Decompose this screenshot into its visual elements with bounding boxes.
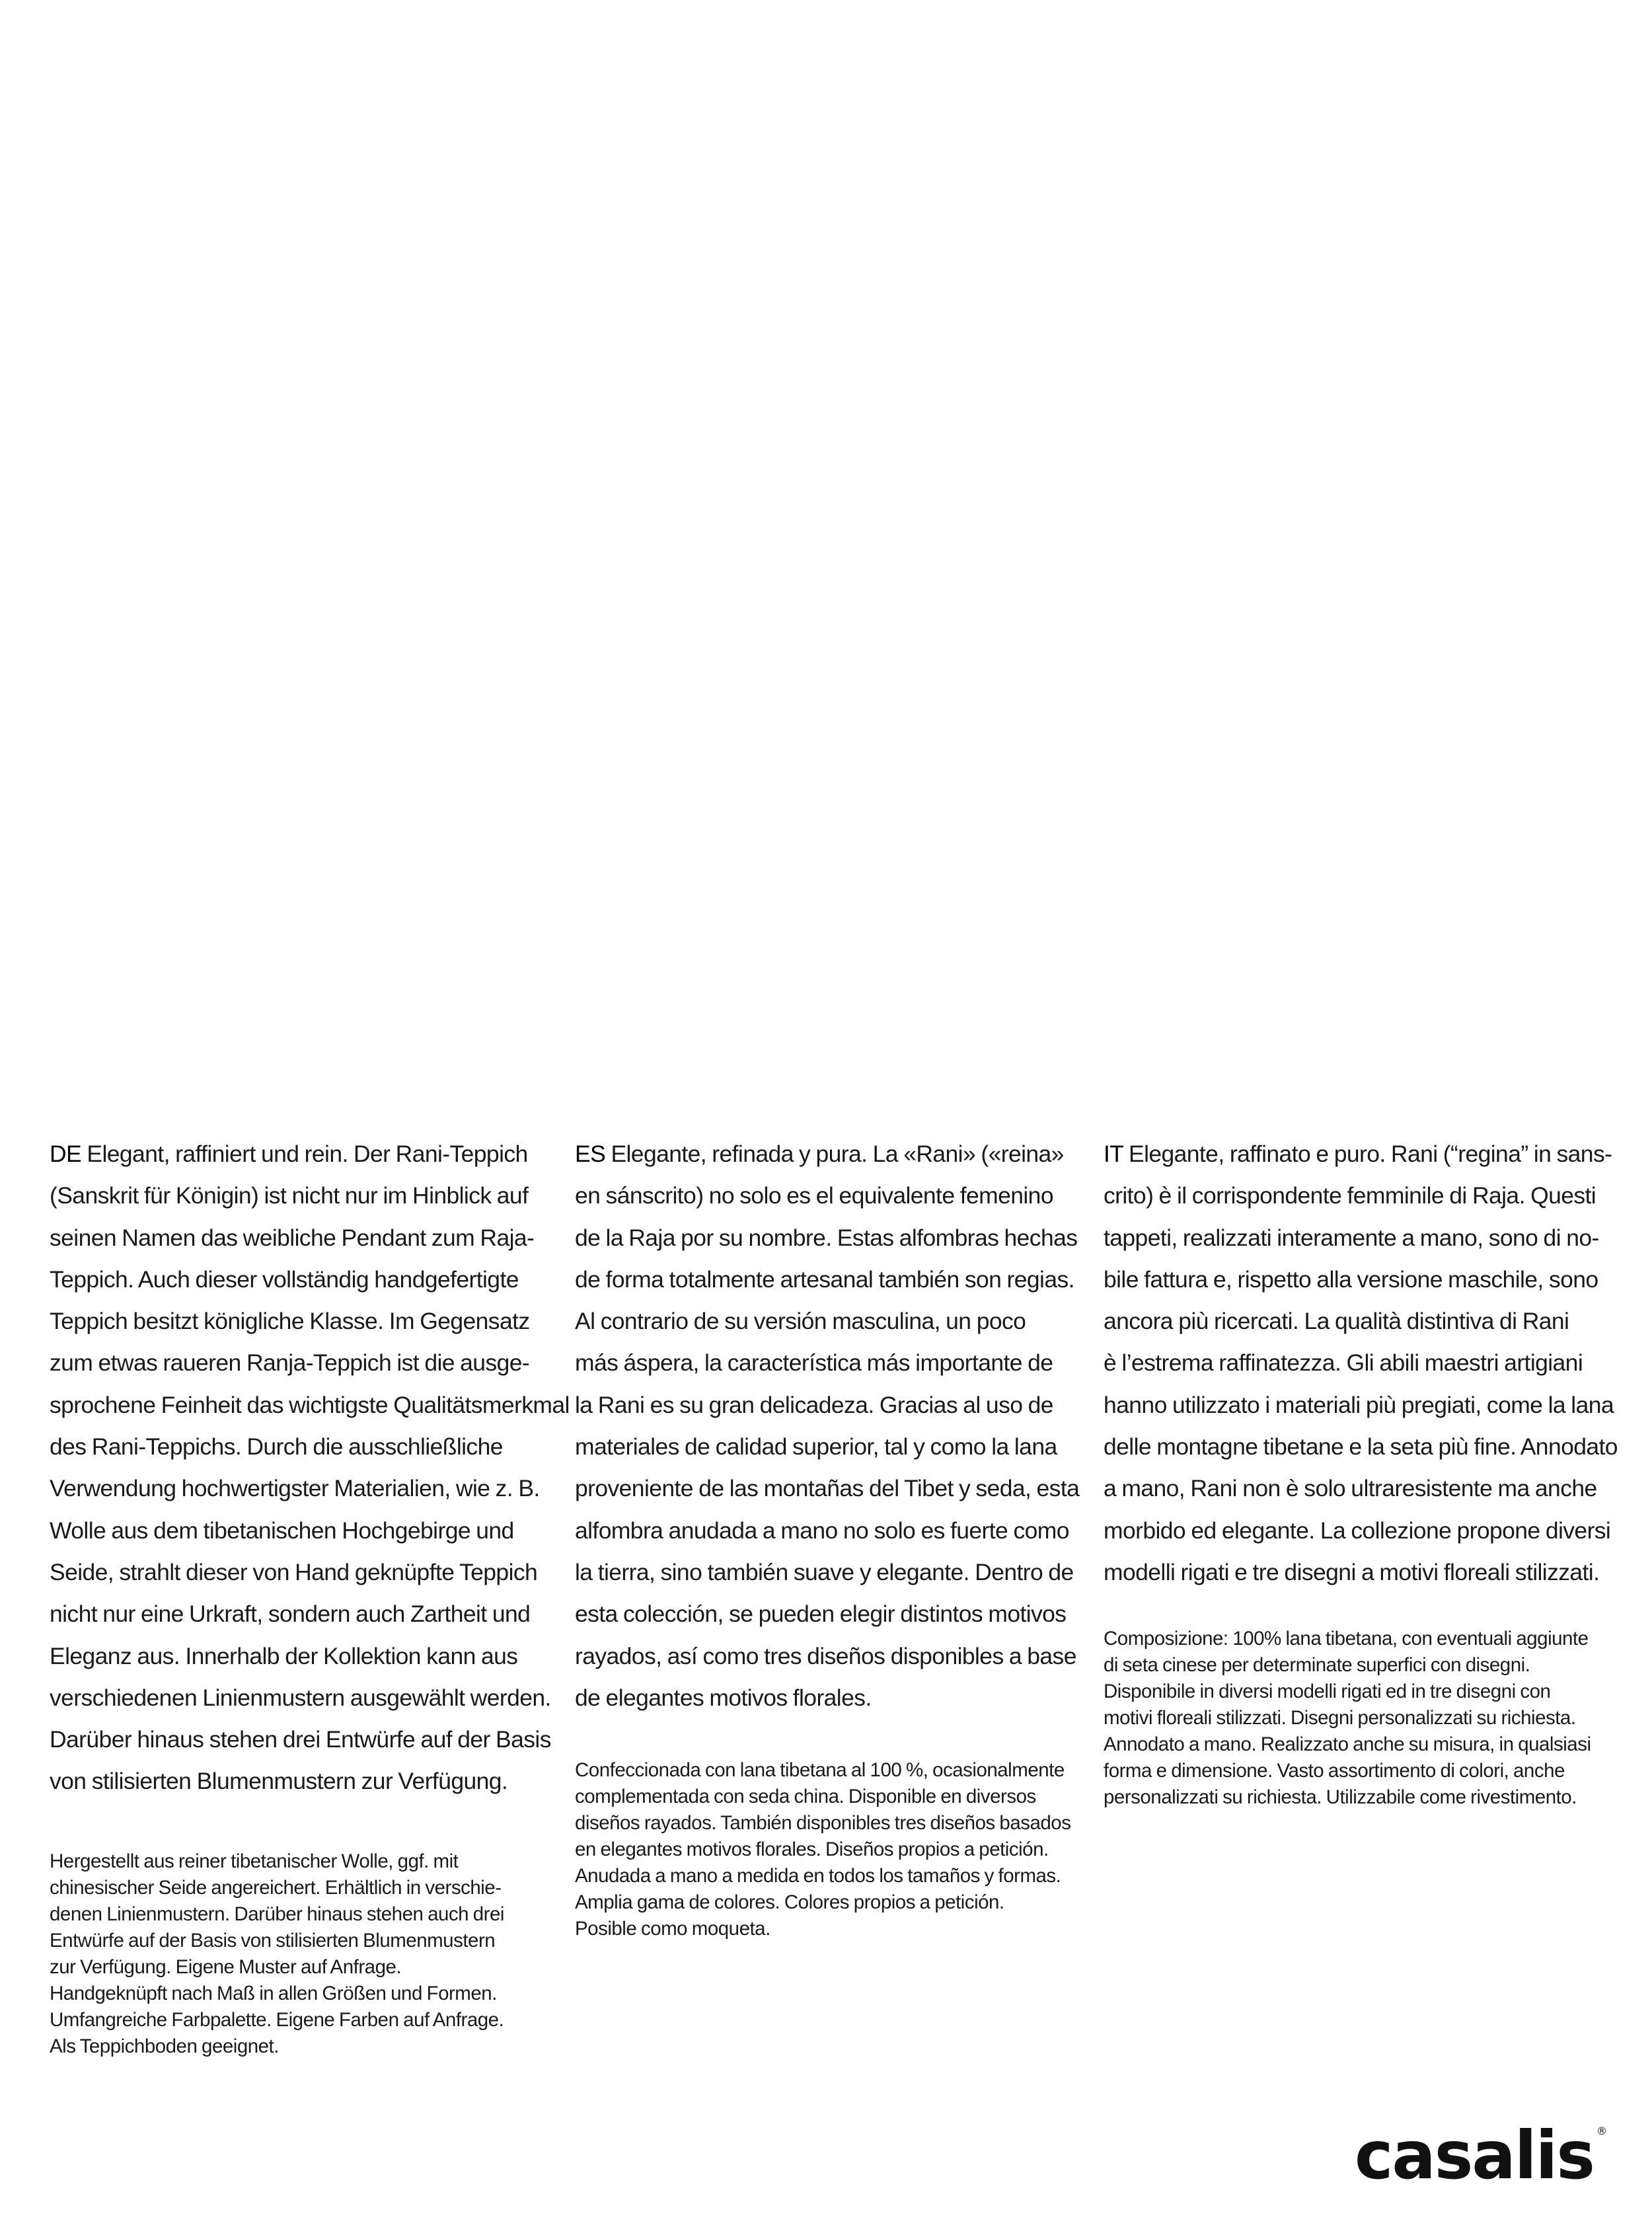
main-text-es — [575, 1133, 1097, 1719]
spec-line: Composizione: 100% lana tibetana, con eventuali aggiunte — [1104, 1628, 1589, 1650]
spec-line: Annodato a mano. Realizzato anche su misura, in qualsiasi — [1104, 1733, 1591, 1756]
text-line: è l’estrema raffinatezza. Gli abili maestri artigiani — [1104, 1349, 1583, 1377]
text-line: nicht nur eine Urkraft, sondern auch Zartheit und — [50, 1601, 531, 1628]
text-line: sprochene Feinheit das wichtigste Qualitätsmerkmal — [50, 1391, 570, 1418]
text-line: proveniente de las montañas del Tibet y seda, esta — [575, 1475, 1080, 1502]
registered-mark: ® — [1596, 2125, 1607, 2137]
spec-line: Confeccionada con lana tibetana al 100 %, ocasionalmente — [575, 1759, 1065, 1782]
text-line: Darüber hinaus stehen drei Entwürfe auf der Basis — [50, 1726, 551, 1753]
spec-line: Handgeknüpft nach Maß in allen Größen und Formen. — [50, 1982, 497, 2004]
text-line: (Sanskrit für Königin) ist nicht nur im Hinblick auf — [50, 1182, 529, 1209]
main-text-de — [50, 1133, 572, 1803]
casalis-logo — [1355, 2117, 1607, 2194]
text-line: ES Elegante, refinada y pura. La «Rani» («reina» — [575, 1141, 1064, 1167]
spec-line: en elegantes motivos florales. Diseños propios a petición. — [575, 1838, 1049, 1861]
spec-line: Anudada a mano a medida en todos los tamaños y formas. — [575, 1865, 1061, 1887]
text-line: alfombra anudada a mano no solo es fuerte como — [575, 1517, 1069, 1544]
spec-text-es — [575, 1757, 1097, 1942]
text-line: de forma totalmente artesanal también son regias. — [575, 1266, 1074, 1293]
spec-line: forma e dimensione. Vasto assortimento di colori, anche — [1104, 1760, 1565, 1782]
spec-line: Als Teppichboden geeignet. — [50, 2035, 279, 2057]
text-line: von stilisierten Blumenmustern zur Verfügung. — [50, 1768, 508, 1795]
text-line: hanno utilizzato i materiali più pregiati, come la lana — [1104, 1391, 1614, 1418]
text-line: más áspera, la característica más importante de — [575, 1349, 1053, 1377]
spec-line: zur Verfügung. Eigene Muster auf Anfrage. — [50, 1955, 402, 1978]
text-line: zum etwas raueren Ranja-Teppich ist die ausge- — [50, 1349, 530, 1377]
text-line: morbido ed elegante. La collezione propone diversi — [1104, 1517, 1611, 1544]
text-line: la Rani es su gran delicadeza. Gracias al uso de — [575, 1391, 1053, 1418]
logo-wordmark: casalis — [1355, 2117, 1594, 2194]
text-line: bile fattura e, rispetto alla versione maschile, sono — [1104, 1266, 1598, 1293]
spec-line: Posible como moqueta. — [575, 1918, 770, 1940]
text-line: en sánscrito) no solo es el equivalente femenino — [575, 1182, 1053, 1209]
text-line: seinen Namen das weibliche Pendant zum Raja- — [50, 1224, 535, 1251]
text-line: Wolle aus dem tibetanischen Hochgebirge und — [50, 1517, 514, 1544]
text-line: esta colección, se pueden elegir distintos motivos — [575, 1601, 1067, 1628]
spec-line: Disponibile in diversi modelli rigati ed in tre disegni con — [1104, 1681, 1551, 1703]
text-line: Eleganz aus. Innerhalb der Kollektion kann aus — [50, 1642, 518, 1669]
text-line: DE Elegant, raffiniert und rein. Der Rani-Teppich — [50, 1141, 528, 1167]
spec-line: Umfangreiche Farbpalette. Eigene Farben auf Anfrage. — [50, 2008, 504, 2031]
spec-line: chinesischer Seide angereichert. Erhältlich in verschie- — [50, 1876, 502, 1899]
text-line: verschiedenen Linienmustern ausgewählt werden. — [50, 1684, 551, 1711]
text-line: de elegantes motivos florales. — [575, 1684, 872, 1711]
text-line: IT Elegante, raffinato e puro. Rani (“regina” in sans- — [1104, 1141, 1612, 1167]
spec-line: Amplia gama de colores. Colores propios a petición. — [575, 1891, 1004, 1914]
text-line: Teppich. Auch dieser vollständig handgefertigte — [50, 1266, 519, 1293]
text-line: des Rani-Teppichs. Durch die ausschließliche — [50, 1433, 503, 1460]
spec-line: diseños rayados. También disponibles tres diseños basados — [575, 1812, 1071, 1835]
main-text-it — [1104, 1133, 1626, 1593]
language-code-de: DE — [50, 1141, 82, 1167]
text-line: Teppich besitzt königliche Klasse. Im Gegensatz — [50, 1308, 530, 1335]
spec-line: complementada con seda china. Disponible en diversos — [575, 1786, 1036, 1808]
text-line: Al contrario de su versión masculina, un poco — [575, 1308, 1026, 1335]
text-line: Verwendung hochwertigster Materialien, wie z. B. — [50, 1475, 540, 1502]
column-es — [575, 1133, 1097, 1942]
column-de — [50, 1133, 572, 2060]
text-line: materiales de calidad superior, tal y como la lana — [575, 1433, 1057, 1460]
spec-text-de — [50, 1848, 572, 2060]
text-line: la tierra, sino también suave y elegante. Dentro de — [575, 1558, 1074, 1585]
language-code-es: ES — [575, 1141, 606, 1167]
text-line: tappeti, realizzati interamente a mano, sono di no- — [1104, 1224, 1599, 1251]
column-it — [1104, 1133, 1626, 1811]
spec-line: denen Linienmustern. Darüber hinaus stehen auch drei — [50, 1903, 504, 1925]
spec-line: Hergestellt aus reiner tibetanischer Wolle, ggf. mit — [50, 1850, 459, 1872]
text-line: de la Raja por su nombre. Estas alfombras hechas — [575, 1224, 1078, 1251]
text-line: ancora più ricercati. La qualità distintiva di Rani — [1104, 1308, 1569, 1335]
text-line: Seide, strahlt dieser von Hand geknüpfte Teppich — [50, 1558, 538, 1585]
text-line: crito) è il corrispondente femminile di Raja. Questi — [1104, 1182, 1596, 1209]
text-line: delle montagne tibetane e la seta più fine. Annodato — [1104, 1433, 1618, 1460]
spec-line: Entwürfe auf der Basis von stilisierten Blumenmustern — [50, 1929, 496, 1951]
text-line: a mano, Rani non è solo ultraresistente ma anche — [1104, 1475, 1597, 1502]
spec-line: personalizzati su richiesta. Utilizzabile come rivestimento. — [1104, 1786, 1577, 1809]
language-code-it: IT — [1104, 1141, 1123, 1167]
spec-line: di seta cinese per determinate superfici con disegni. — [1104, 1654, 1530, 1677]
spec-line: motivi floreali stilizzati. Disegni personalizzati su richiesta. — [1104, 1707, 1576, 1729]
spec-text-it — [1104, 1626, 1626, 1811]
text-line: rayados, así como tres diseños disponibles a base — [575, 1642, 1076, 1669]
text-line: modelli rigati e tre disegni a motivi floreali stilizzati. — [1104, 1558, 1600, 1585]
